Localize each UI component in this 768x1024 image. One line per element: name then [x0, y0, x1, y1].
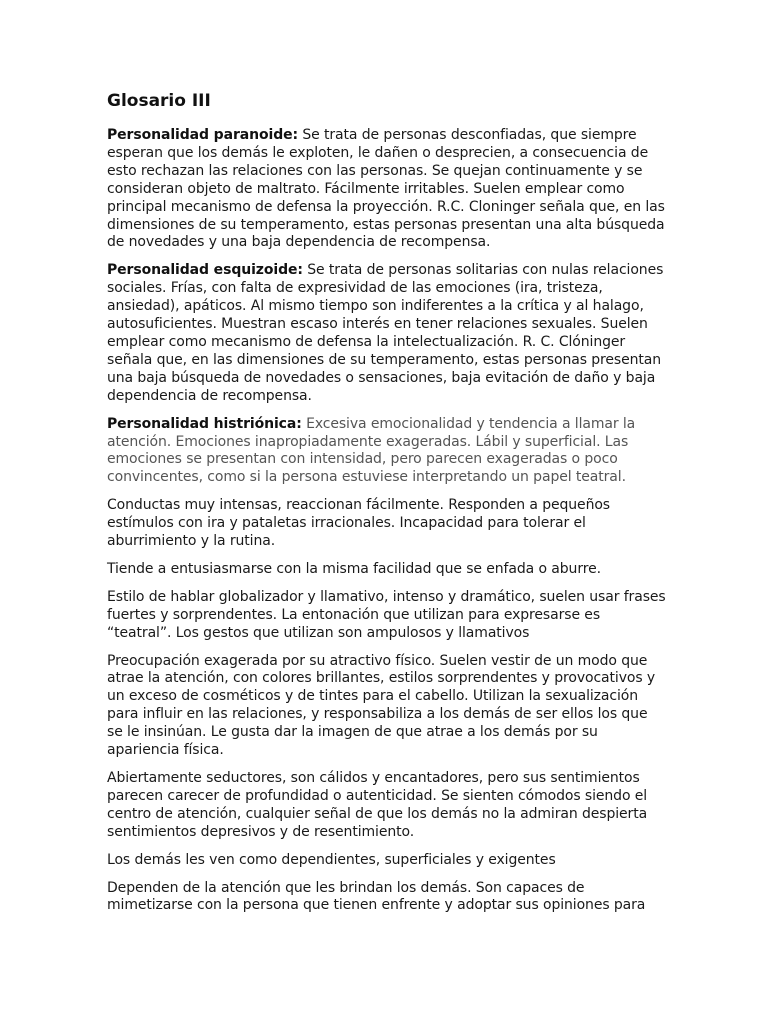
- body-paragraph: Estilo de hablar globalizador y llamativo, intenso y dramático, suelen usar frases fuertes y sorprendentes. La entonación que utilizan para expresarse es “teatral”. Los gestos que utilizan son ampulosos y llamativos: [107, 588, 666, 641]
- body-paragraph: Los demás les ven como dependientes, superficiales y exigentes: [107, 851, 556, 868]
- entry-term: Personalidad esquizoide:: [107, 262, 303, 279]
- body-paragraph: Abiertamente seductores, son cálidos y encantadores, pero sus sentimientos parecen carecer de profundidad o autenticidad. Se sienten cómodos siendo el centro de atención, cualquier señal de que los demás no la admiran despierta sentimientos depresivos y de resentimiento.: [107, 770, 648, 840]
- entry-term: Personalidad histriónica:: [107, 415, 302, 432]
- entry-text: Se trata de personas solitarias con nulas relaciones sociales. Frías, con falta de expresividad de las emociones (ira, tristeza, ansiedad), apáticos. Al mismo tiempo son indiferentes a la crítica y al halago, autosuficientes. Muestran escaso interés en tener relaciones sexuales. Suelen emplear como mecanismo de defensa la intelectualización. R. C. Clóninger señala que, en las dimensiones de su temperamento, estas personas presentan una baja búsqueda de novedades o sensaciones, baja evitación de daño y baja dependencia de recompensa.: [107, 262, 664, 404]
- entry-text: Excesiva emocionalidad y tendencia a llamar la atención. Emociones inapropiadamente exageradas. Lábil y superficial. Las emociones se presentan con intensidad, pero parecen exageradas o poco convincentes, como si la persona estuviese interpretando un papel teatral.: [107, 415, 636, 486]
- body-paragraph: Preocupación exagerada por su atractivo físico. Suelen vestir de un modo que atrae la atención, con colores brillantes, estilos sorprendentes y provocativos y un exceso de cosméticos y de tintes para el cabello. Utilizan la sexualización para influir en las relaciones, y responsabiliza a los demás de ser ellos los que se le insinúan. Le gusta dar la imagen de que atrae a los demás por su apariencia física.: [107, 652, 656, 759]
- body-paragraph: Tiende a entusiasmarse con la misma facilidad que se enfada o aburre.: [107, 560, 601, 577]
- entry-term: Personalidad paranoide:: [107, 127, 299, 143]
- entry-histrionica: [107, 416, 667, 488]
- body-paragraph: Conductas muy intensas, reaccionan fácilmente. Responden a pequeños estímulos con ira y pataletas irracionales. Incapacidad para tolerar el aburrimiento y la rutina.: [107, 497, 611, 550]
- entry-text: Se trata de personas desconfiadas, que siempre esperan que los demás le exploten, le dañen o desprecien, a consecuencia de esto rechazan las relaciones con las personas. Se quejan continuamente y se consideran objeto de maltrato. Fácilmente irritables. Suelen emplear como principal mecanismo de defensa la proyección. R.C. Cloninger señala que, en las dimensiones de su temperamento, estas personas presentan una alta búsqueda de novedades y una baja dependencia de recompensa.: [107, 127, 665, 251]
- document-page: [107, 88, 667, 925]
- body-paragraph: Dependen de la atención que les brindan los demás. Son capaces de mimetizarse con la persona que tienen enfrente y adoptar sus opiniones para: [107, 879, 646, 914]
- entry-paranoide: [107, 127, 667, 252]
- page-title: Glosario III: [107, 91, 211, 111]
- entry-esquizoide: [107, 262, 667, 405]
